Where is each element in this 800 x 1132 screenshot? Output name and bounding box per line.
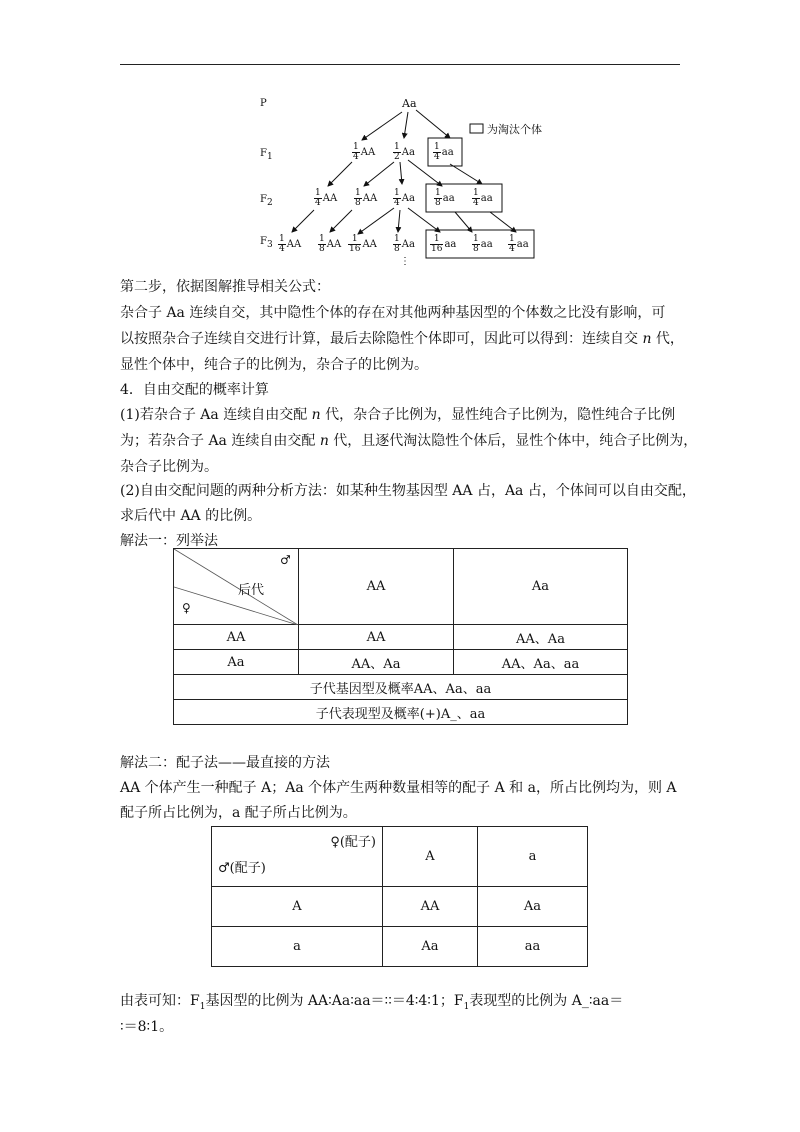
root-genotype: Aa	[402, 97, 417, 110]
f3-node: $\frac{1}{16}$ aa	[431, 234, 457, 254]
arrow	[398, 210, 400, 232]
ellipsis: ⋮	[400, 256, 410, 267]
paragraph-line: AA 个体产生一种配子 A；Aa 个体产生两种数量相等的配子 A 和 a，所占比例均为，则 A	[120, 780, 677, 796]
diagonal-header-cell	[174, 549, 299, 625]
row-label: AA	[174, 625, 299, 650]
row-label: a	[212, 927, 383, 967]
genotype-summary-row: 子代基因型及概率AA、Aa、aa	[174, 675, 628, 700]
f2-node: $\frac{1}{4}$ aa	[473, 188, 493, 208]
f3-node: $\frac{1}{4}$ aa	[509, 234, 529, 254]
table-cell: AA、Aa	[299, 650, 454, 675]
col-header: a	[478, 827, 588, 887]
conclusion-line: 由表可知：$F_1$基因型的比例为 AA∶Aa∶aa＝∶∶＝4∶4∶1；$F_1$表现型的比例为 A_∶aa＝	[120, 993, 624, 1012]
method2-heading: 解法二：配子法——最直接的方法	[120, 755, 330, 771]
paragraph-line: 为；若杂合子 Aa 连续自由交配 n 代，且逐代淘汰隐性个体后，显性个体中，纯合子比例为，	[120, 433, 698, 449]
table-cell: aa	[478, 927, 588, 967]
f3-node: $\frac{1}{8}$ aa	[473, 234, 493, 254]
method1-heading: 解法一：列举法	[120, 533, 218, 549]
arrow	[408, 160, 442, 186]
header-rule	[120, 64, 680, 65]
col-header: A	[383, 827, 478, 887]
male-symbol: ♂	[280, 553, 291, 567]
paragraph-line: (2)自由交配问题的两种分析方法：如某种生物基因型 AA 占，Aa 占，个体间可以自由交配，	[120, 483, 696, 499]
table-cell: Aa	[478, 887, 588, 927]
step2-line: 第二步，依据图解推导相关公式：	[120, 279, 330, 295]
arrow	[455, 212, 472, 232]
paragraph-line: 配子所占比例为，a 配子所占比例为。	[120, 805, 357, 821]
listing-table	[173, 548, 628, 725]
legend-box	[470, 124, 483, 133]
section-heading: 4．自由交配的概率计算	[120, 382, 269, 398]
diagonal-header-cell	[212, 827, 383, 887]
arrow	[328, 162, 352, 186]
f3-node: $\frac{1}{16}$ AA	[349, 234, 377, 254]
paragraph-line: 杂合子比例为。	[120, 459, 218, 475]
gen-label-f1: $F_1$	[260, 148, 273, 162]
arrow	[490, 212, 516, 232]
gen-label-f3: $F_3$	[260, 236, 273, 250]
f2-node: $\frac{1}{8}$ aa	[435, 188, 455, 208]
table-cell: AA、Aa	[454, 625, 628, 650]
arrow	[404, 112, 408, 138]
f3-node: $\frac{1}{8}$ Aa	[394, 234, 415, 254]
col-header: Aa	[454, 549, 628, 625]
f2-node: $\frac{1}{4}$ AA	[315, 188, 338, 208]
table-cell: Aa	[383, 927, 478, 967]
paragraph-line: (1)若杂合子 Aa 连续自由交配 n 代，杂合子比例为，显性纯合子比例为，隐性纯合子比例	[120, 407, 676, 423]
arrow	[450, 164, 482, 184]
female-symbol: ♀	[182, 601, 191, 615]
arrow	[364, 162, 394, 186]
legend-label: 为淘汰个体	[487, 123, 542, 136]
arrow	[362, 112, 402, 140]
table-cell: AA	[383, 887, 478, 927]
arrow	[292, 210, 314, 232]
gen-label-f2: $F_2$	[260, 194, 273, 208]
paragraph-line: 求后代中 AA 的比例。	[120, 508, 262, 524]
f3-node: $\frac{1}{4}$ AA	[279, 234, 302, 254]
gamete-table	[211, 826, 588, 967]
table-cell: AA、Aa、aa	[454, 650, 628, 675]
paragraph-line: 显性个体中，纯合子的比例为，杂合子的比例为。	[120, 357, 428, 373]
gen-label-p: P	[260, 98, 267, 109]
paragraph-line: 杂合子 Aa 连续自交，其中隐性个体的存在对其他两种基因型的个体数之比没有影响，可	[120, 305, 666, 321]
offspring-label: 后代	[238, 583, 265, 598]
row-label: Aa	[174, 650, 299, 675]
arrow	[330, 210, 352, 232]
f2-node: $\frac{1}{8}$ AA	[355, 188, 378, 208]
f3-node: $\frac{1}{8}$ AA	[319, 234, 342, 254]
row-label: A	[212, 887, 383, 927]
col-header: AA	[299, 549, 454, 625]
f1-node: $\frac{1}{2}$ Aa	[394, 142, 415, 162]
female-gamete-label: ♀(配子)	[330, 835, 376, 850]
f2-node: $\frac{1}{4}$ Aa	[394, 188, 415, 208]
paragraph-line: 以按照杂合子连续自交进行计算，最后去除隐性个体即可，因此可以得到：连续自交 n 代，	[120, 331, 684, 347]
table-cell: AA	[299, 625, 454, 650]
arrow	[400, 162, 402, 184]
conclusion-line: ∶＝8∶1。	[120, 1019, 174, 1035]
phenotype-summary-row: 子代表现型及概率(+)A_、aa	[174, 700, 628, 725]
arrow	[416, 110, 450, 138]
male-gamete-label: ♂(配子)	[218, 861, 266, 876]
self-cross-diagram	[250, 88, 580, 268]
f1-node: $\frac{1}{4}$ aa	[434, 142, 454, 162]
f1-node: $\frac{1}{4}$ AA	[353, 142, 376, 162]
arrow	[358, 208, 394, 234]
